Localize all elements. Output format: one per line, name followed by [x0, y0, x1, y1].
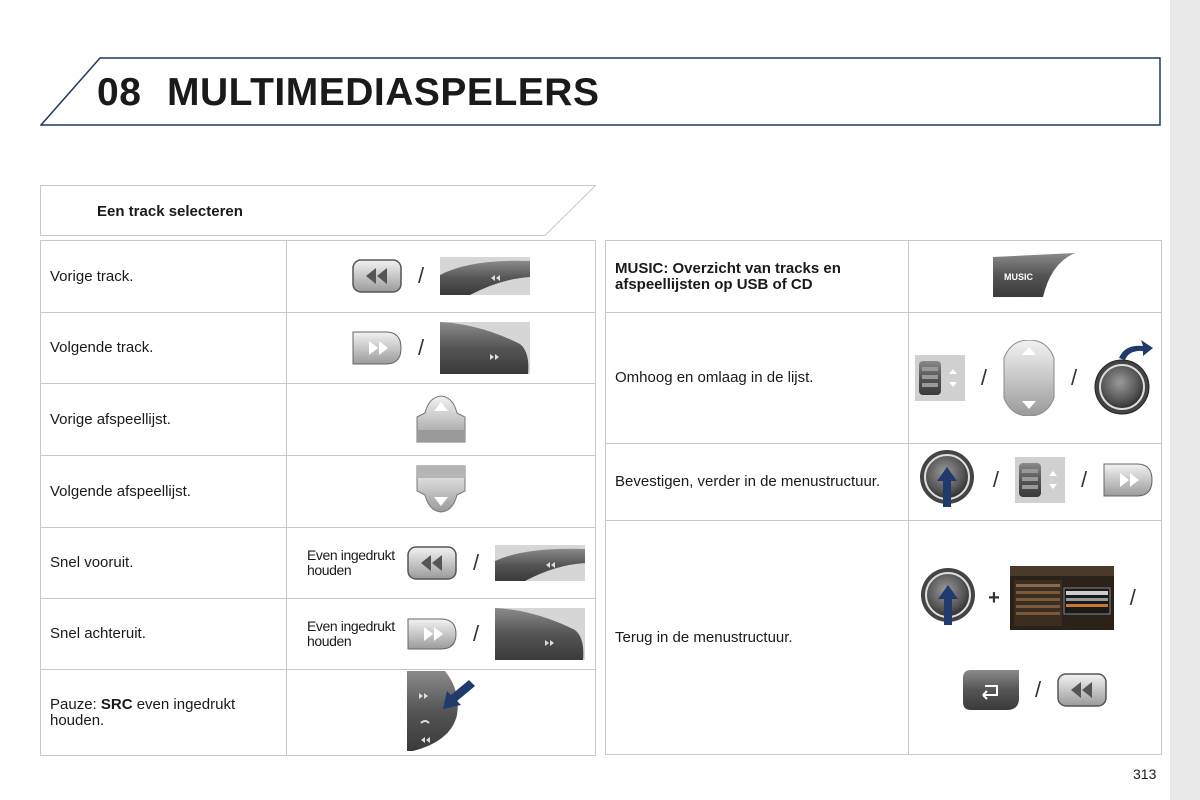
page-edge-strip [1170, 0, 1200, 800]
row-label: Snel achteruit. [41, 599, 287, 670]
rotary-knob-turn-icon[interactable] [1093, 340, 1155, 416]
src-label: SRC [100, 695, 133, 713]
hold-instruction: Even ingedrukt houden [306, 547, 395, 578]
back-button-icon[interactable] [963, 670, 1019, 710]
row-label: Snel vooruit. [41, 528, 287, 599]
screen-menu-icon[interactable] [1010, 566, 1114, 630]
row-label: Volgende track. [41, 313, 287, 384]
forward-button-icon[interactable] [407, 618, 457, 650]
steering-wheel-src-control-icon[interactable] [401, 671, 481, 751]
separator: / [417, 262, 425, 288]
table-row [606, 444, 1162, 521]
steering-wheel-rewind-control-icon[interactable] [495, 545, 585, 581]
track-controls-table [40, 240, 596, 756]
table-row [606, 521, 1162, 755]
table-row [41, 528, 596, 599]
up-arrow-button-icon[interactable] [415, 393, 467, 443]
separator: / [417, 335, 425, 360]
music-button-label: MUSIC [1004, 271, 1033, 282]
table-row [41, 313, 596, 384]
row-label: Bevestigen, verder in de menustructuur. [606, 444, 909, 521]
music-button-icon[interactable] [993, 253, 1077, 297]
table-row [41, 384, 596, 456]
row-label: Pauze: SRC even ingedrukt houden. [41, 670, 287, 756]
steering-wheel-forward-control-icon[interactable] [495, 608, 585, 660]
plus-sign: + [988, 586, 1000, 609]
row-label: Vorige afspeellijst. [41, 384, 287, 456]
down-arrow-button-icon[interactable] [415, 465, 467, 515]
table-row [41, 599, 596, 670]
chapter-header [40, 57, 1161, 127]
section-title: Een track selecteren [97, 203, 243, 220]
table-row [606, 313, 1162, 444]
thumbwheel-icon[interactable] [915, 355, 965, 401]
separator: / [1071, 365, 1078, 390]
separator: / [1034, 676, 1042, 702]
separator: / [1129, 584, 1136, 610]
chapter-title: MULTIMEDIASPELERS [167, 71, 600, 114]
hold-instruction: Even ingedrukt houden [306, 618, 395, 649]
rewind-button-icon[interactable] [1057, 673, 1107, 707]
page-number: 313 [1133, 766, 1157, 782]
rotary-knob-press-icon[interactable] [918, 567, 978, 629]
forward-button-icon[interactable] [1103, 463, 1153, 497]
table-row [41, 456, 596, 528]
rewind-button-icon[interactable] [352, 259, 402, 293]
rotary-knob-press-icon[interactable] [917, 449, 977, 511]
rewind-button-icon[interactable] [407, 546, 457, 580]
table-row [41, 241, 596, 313]
separator: / [1081, 467, 1088, 492]
steering-wheel-forward-control-icon[interactable] [440, 322, 530, 374]
chapter-number: 08 [97, 71, 142, 114]
separator: / [472, 621, 480, 646]
row-label: Vorige track. [41, 241, 287, 313]
table-row [606, 241, 1162, 313]
separator: / [980, 365, 987, 390]
row-label: Volgende afspeellijst. [41, 456, 287, 528]
steering-wheel-rewind-control-icon[interactable] [440, 257, 530, 295]
thumbwheel-icon[interactable] [1015, 457, 1065, 503]
table-row [41, 670, 596, 756]
row-label: Terug in de menustructuur. [606, 521, 909, 755]
menu-controls-table [605, 240, 1162, 755]
row-label: MUSIC: Overzicht van tracks en afspeellijsten op USB of CD [606, 241, 909, 313]
separator: / [992, 467, 999, 492]
row-label: Omhoog en omlaag in de lijst. [606, 313, 909, 444]
up-down-button-icon[interactable] [1003, 340, 1055, 416]
forward-button-icon[interactable] [352, 331, 402, 365]
separator: / [472, 550, 480, 575]
section-header [40, 185, 596, 236]
